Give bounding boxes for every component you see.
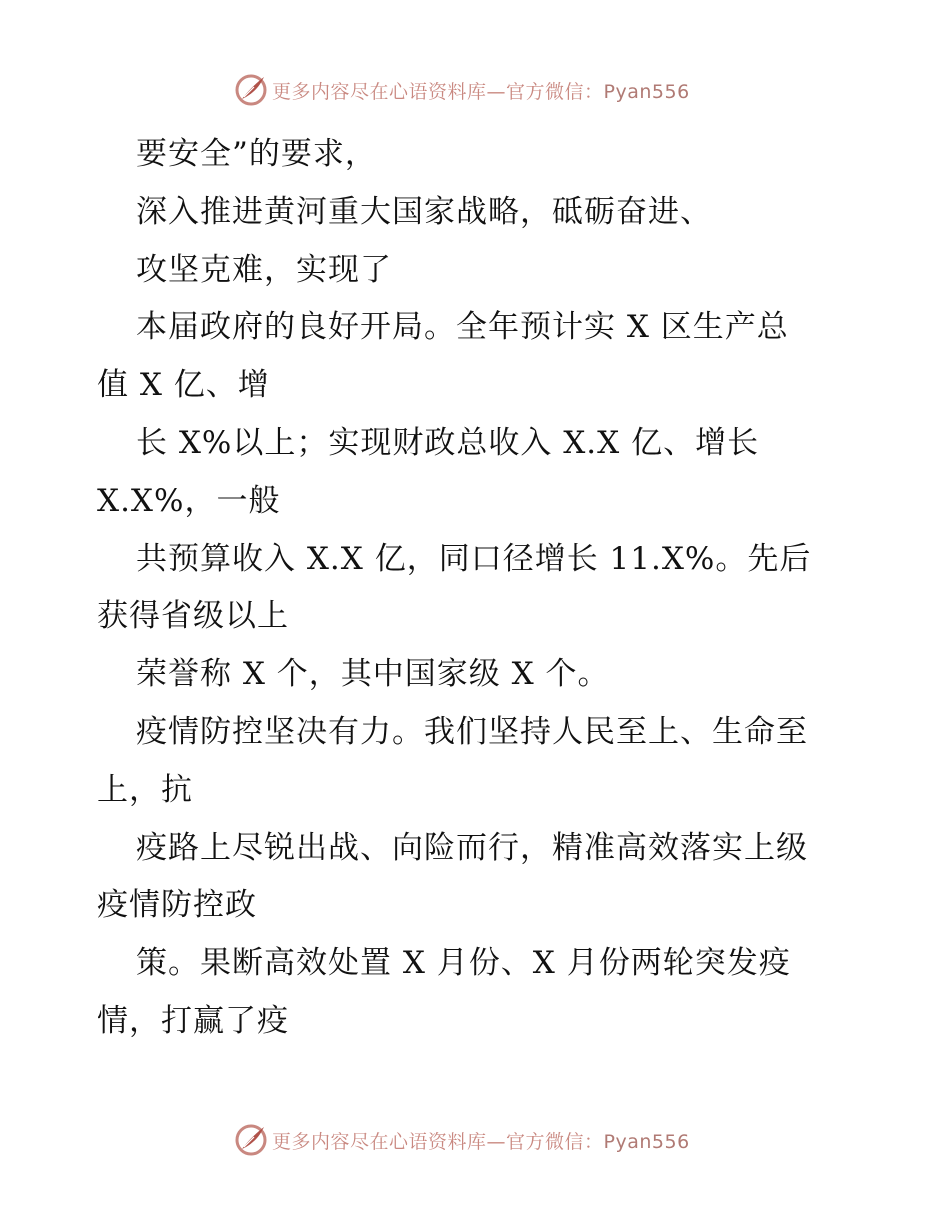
text-line: 获得省级以上 (97, 598, 289, 635)
text-line: 长 X%以上；实现财政总收入 X.X 亿、增长 (136, 424, 760, 461)
text-line: 深入推进黄河重大国家战略，砥砺奋进、 (136, 193, 712, 230)
text-line: X.X%，一般 (97, 482, 281, 519)
text-line: 疫情防控政 (97, 887, 257, 924)
feather-circle-logo-icon (234, 73, 268, 107)
text-line: 疫路上尽锐出战、向险而行，精准高效落实上级 (136, 829, 808, 866)
text-line: 本届政府的良好开局。全年预计实 X 区生产总 (136, 309, 789, 346)
footer-wechat-id: Pyan556 (603, 1130, 690, 1153)
footer-watermark-banner (234, 1123, 690, 1157)
text-line: 策。果断高效处置 X 月份、X 月份两轮突发疫 (136, 945, 791, 982)
header-wechat-id: Pyan556 (603, 80, 690, 103)
text-line: 攻坚克难，实现了 (136, 251, 392, 288)
footer-banner-text: 更多内容尽在心语资料库—官方微信：Pyan556 (272, 1130, 690, 1153)
text-line: 疫情防控坚决有力。我们坚持人民至上、生命至 (136, 713, 808, 750)
text-line: 共预算收入 X.X 亿，同口径增长 11.X%。先后 (136, 540, 812, 577)
header-watermark-banner (234, 73, 690, 107)
text-line: 值 X 亿、增 (97, 367, 270, 404)
text-line: 上，抗 (97, 771, 193, 808)
text-line: 要安全”的要求， (136, 136, 377, 172)
document-body (97, 126, 867, 1051)
header-banner-text: 更多内容尽在心语资料库—官方微信：Pyan556 (272, 80, 690, 103)
text-line: 情，打赢了疫 (97, 1002, 289, 1039)
text-line: 荣誉称 X 个，其中国家级 X 个。 (136, 656, 610, 693)
feather-circle-logo-icon (234, 1123, 268, 1157)
